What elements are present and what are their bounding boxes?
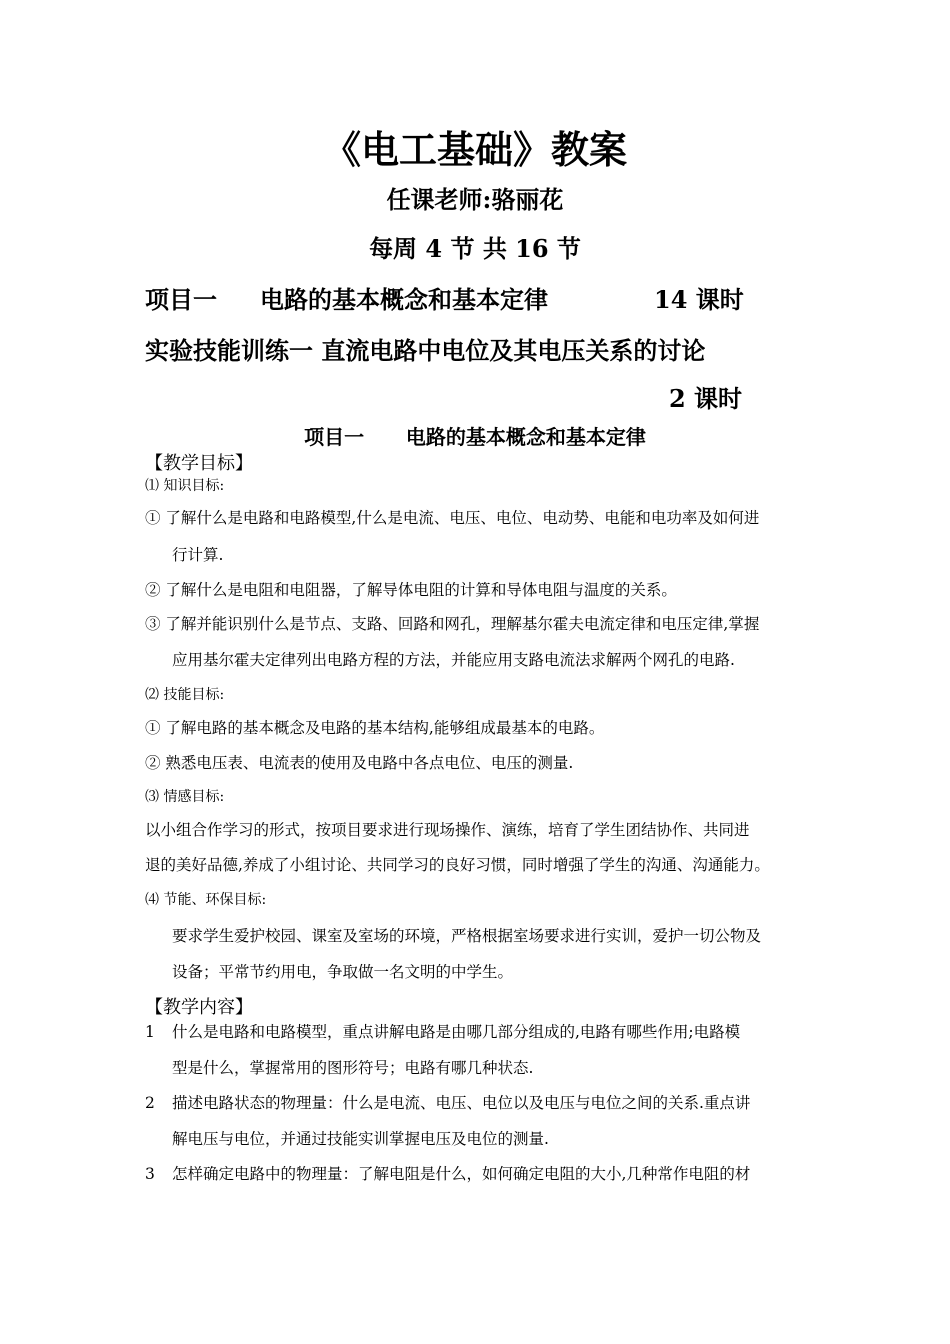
project-subheading <box>0 423 950 451</box>
knowledge-item-3-cont: 应用基尔霍夫定律列出电路方程的方法，并能应用支路电流法求解两个网孔的电路. <box>172 651 735 669</box>
content-item-3-text: 怎样确定电路中的物理量：了解电阻是什么，如何确定电阻的大小,几种常作电阻的材 <box>172 1165 751 1183</box>
env-goal-text-cont: 设备；平常节约用电，争取做一名文明的中学生。 <box>172 963 514 981</box>
content-item-3-num: 3 <box>145 1165 155 1183</box>
project-subheading-name: 项目一 <box>304 425 365 449</box>
emotion-goal-label: ⑶ 情感目标: <box>145 789 225 805</box>
knowledge-item-1: ① 了解什么是电路和电路模型,什么是电流、电压、电位、电动势、电能和电功率及如何进 <box>145 509 760 527</box>
skill-item-2: ② 熟悉电压表、电流表的使用及电路中各点电位、电压的测量. <box>145 754 574 772</box>
section-heading-goals: 【教学目标】 <box>145 453 253 474</box>
content-item-2-cont: 解电压与电位，并通过技能实训掌握电压及电位的测量. <box>172 1130 549 1148</box>
lab-training-hours: 2 课时 <box>669 384 743 413</box>
content-item-2-num: 2 <box>145 1094 155 1112</box>
content-item-3 <box>145 1162 750 1186</box>
env-goal-text: 要求学生爱护校园、课室及室场的环境，严格根据室场要求进行实训，爱护一切公物及 <box>172 927 762 945</box>
content-item-2-text: 描述电路状态的物理量：什么是电流、电压、电位以及电压与电位之间的关系.重点讲 <box>172 1094 751 1112</box>
content-item-1-num: 1 <box>145 1023 155 1041</box>
knowledge-goal-label: ⑴ 知识目标: <box>145 478 225 494</box>
section-heading-content: 【教学内容】 <box>145 997 253 1018</box>
emotion-goal-text: 以小组合作学习的形式，按项目要求进行现场操作、演练，培育了学生团结协作、共同进 <box>145 821 750 839</box>
emotion-goal-text-cont: 退的美好品德,养成了小组讨论、共同学习的良好习惯，同时增强了学生的沟通、沟通能力。 <box>145 856 770 874</box>
env-goal-label: ⑷ 节能、环保目标: <box>145 892 267 908</box>
content-item-1-cont: 型是什么，掌握常用的图形符号；电路有哪几种状态. <box>172 1059 534 1077</box>
content-item-1 <box>145 1020 740 1044</box>
teacher-name: 任课老师:骆丽花 <box>386 185 564 214</box>
knowledge-item-1-cont: 行计算. <box>172 546 224 564</box>
document-title: 《电工基础》教案 <box>322 127 627 172</box>
project-hours: 14 课时 <box>654 285 744 314</box>
project-topic: 电路的基本概念和基本定律 <box>260 285 548 314</box>
content-item-1-text: 什么是电路和电路模型，重点讲解电路是由哪几部分组成的,电路有哪些作用;电路模 <box>172 1023 741 1041</box>
knowledge-item-3: ③ 了解并能识别什么是节点、支路、回路和网孔，理解基尔霍夫电流定律和电压定律,掌握 <box>145 615 760 633</box>
project-subheading-topic: 电路的基本概念和基本定律 <box>405 425 646 449</box>
lab-training-title: 实验技能训练一 直流电路中电位及其电压关系的讨论 <box>145 336 706 365</box>
skill-goal-label: ⑵ 技能目标: <box>145 687 225 703</box>
project-name: 项目一 <box>145 285 217 314</box>
weekly-schedule: 每周 4 节 共 16 节 <box>369 234 581 263</box>
skill-item-1: ① 了解电路的基本概念及电路的基本结构,能够组成最基本的电路。 <box>145 719 605 737</box>
content-item-2 <box>145 1091 750 1115</box>
knowledge-item-2: ② 了解什么是电阻和电阻器，了解导体电阻的计算和导体电阻与温度的关系。 <box>145 581 677 599</box>
